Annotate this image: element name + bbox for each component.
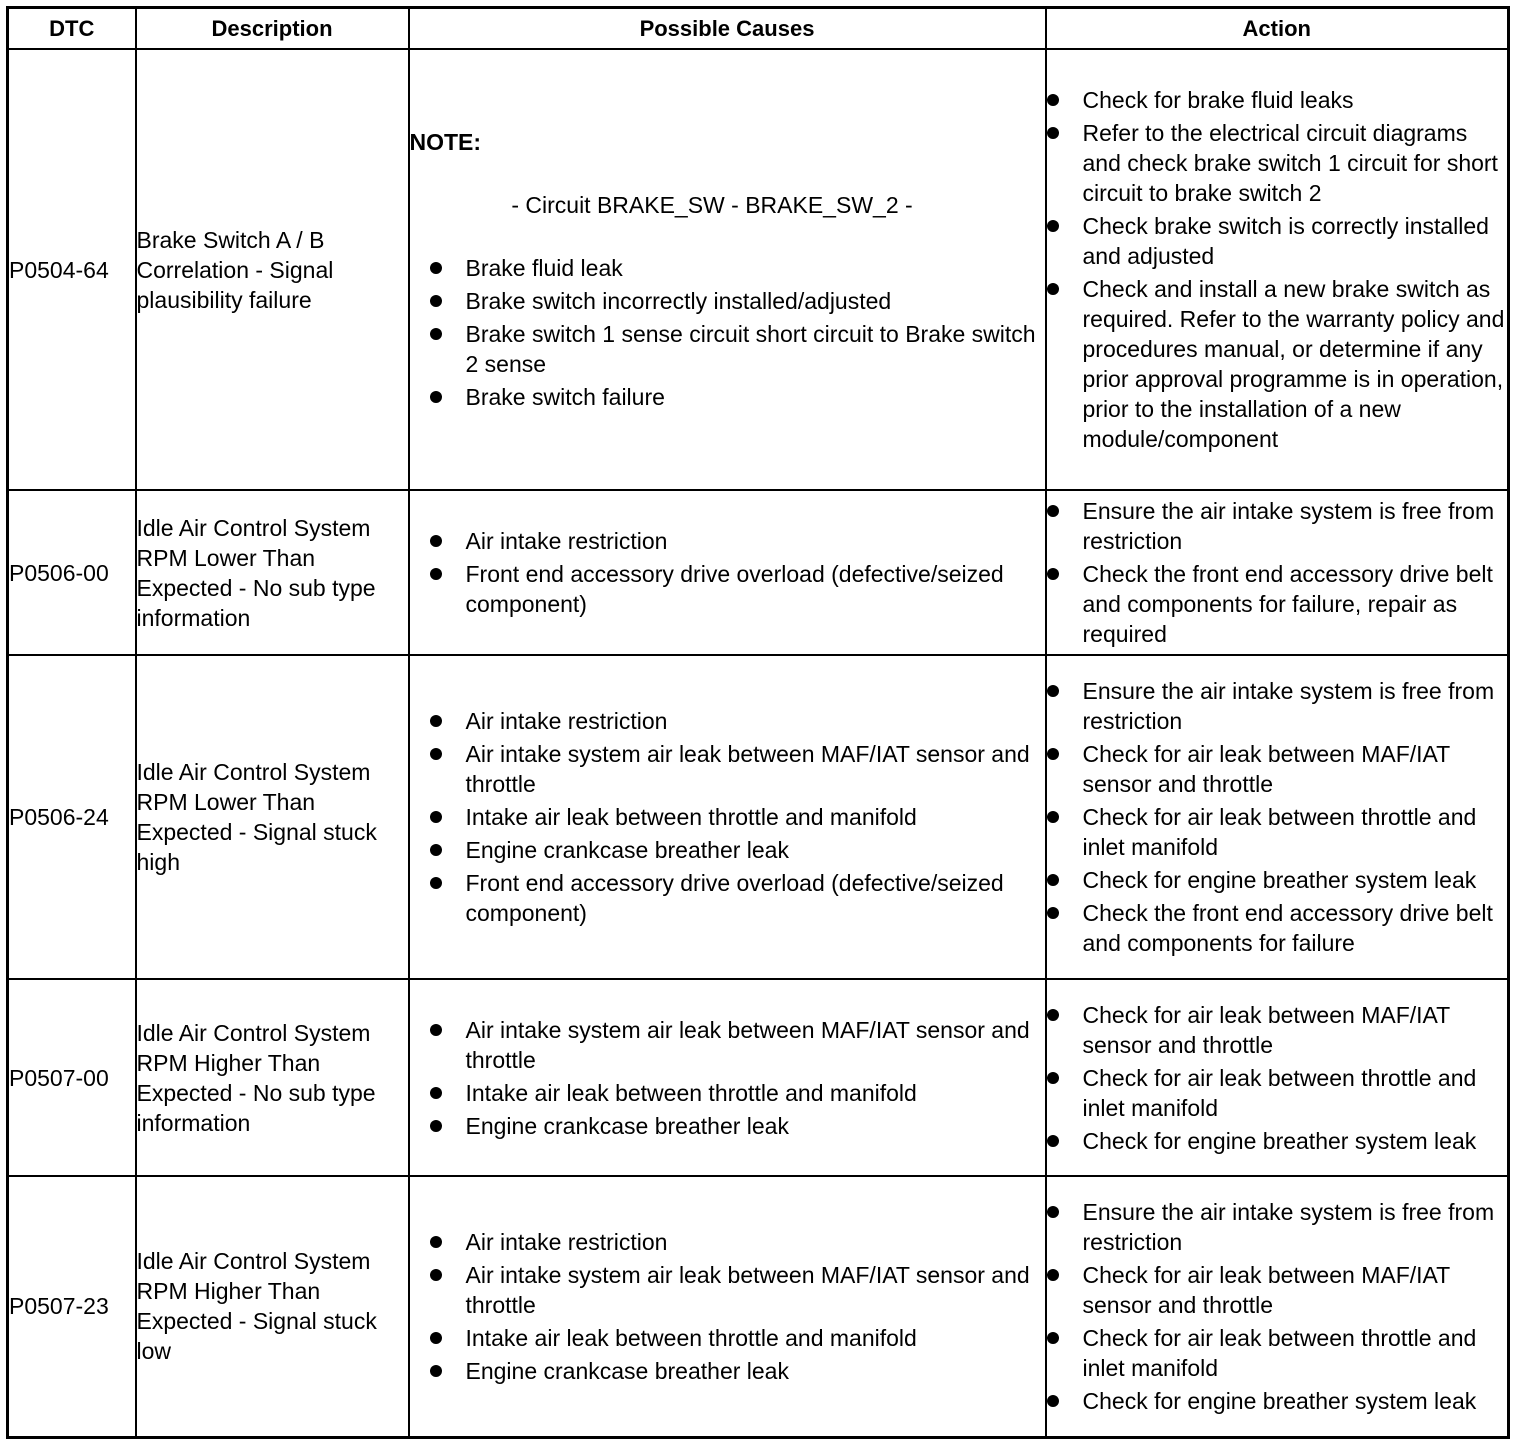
- actions-list: [1047, 1197, 1508, 1416]
- bullet-icon: [430, 715, 442, 727]
- possible-causes: [409, 655, 1046, 979]
- bullet-icon: [1047, 1206, 1059, 1218]
- bullet-icon: [430, 811, 442, 823]
- actions-list: [1047, 676, 1508, 958]
- bullet-icon: [430, 748, 442, 760]
- action-item: Ensure the air intake system is free from restriction: [1047, 496, 1508, 556]
- cause-item: Engine crankcase breather leak: [430, 835, 1045, 865]
- action-item: Ensure the air intake system is free from restriction: [1047, 676, 1508, 736]
- bullet-icon: [1047, 1332, 1059, 1344]
- dtc-table: [6, 6, 1510, 1439]
- bullet-icon: [1047, 1009, 1059, 1021]
- bullet-icon: [430, 1024, 442, 1036]
- actions-list: [1047, 85, 1508, 454]
- dtc-code: P0507-00: [8, 979, 136, 1176]
- cause-item: Engine crankcase breather leak: [430, 1356, 1045, 1386]
- cause-item: Intake air leak between throttle and manifold: [430, 1323, 1045, 1353]
- bullet-icon: [430, 1087, 442, 1099]
- dtc-description: Brake Switch A / B Correlation - Signal plausibility failure: [136, 49, 409, 490]
- action-item: Check for air leak between MAF/IAT sensor and throttle: [1047, 739, 1508, 799]
- bullet-icon: [1047, 1135, 1059, 1147]
- actions-list: [1047, 1000, 1508, 1156]
- bullet-icon: [1047, 568, 1059, 580]
- bullet-icon: [430, 1365, 442, 1377]
- bullet-icon: [1047, 685, 1059, 697]
- header-dtc: DTC: [8, 8, 136, 50]
- bullet-icon: [1047, 1269, 1059, 1281]
- bullet-icon: [1047, 748, 1059, 760]
- cause-item: Brake switch failure: [430, 382, 1045, 412]
- table-row: [8, 1176, 1509, 1437]
- cause-item: Brake switch 1 sense circuit short circuit to Brake switch 2 sense: [430, 319, 1045, 379]
- dtc-code: P0506-00: [8, 490, 136, 655]
- bullet-icon: [1047, 505, 1059, 517]
- table-row: [8, 979, 1509, 1176]
- cause-item: Front end accessory drive overload (defective/seized component): [430, 559, 1045, 619]
- action-item: Check the front end accessory drive belt and components for failure, repair as required: [1047, 559, 1508, 649]
- action-item: Ensure the air intake system is free from restriction: [1047, 1197, 1508, 1257]
- possible-causes: [409, 979, 1046, 1176]
- bullet-icon: [430, 1332, 442, 1344]
- header-action: Action: [1046, 8, 1509, 50]
- bullet-icon: [1047, 127, 1059, 139]
- bullet-icon: [430, 1269, 442, 1281]
- cause-item: Air intake system air leak between MAF/IAT sensor and throttle: [430, 1260, 1045, 1320]
- bullet-icon: [430, 568, 442, 580]
- cause-item: Air intake system air leak between MAF/IAT sensor and throttle: [430, 1015, 1045, 1075]
- dtc-description: Idle Air Control System RPM Higher Than Expected - No sub type information: [136, 979, 409, 1176]
- possible-causes: [409, 490, 1046, 655]
- action-item: Refer to the electrical circuit diagrams and check brake switch 1 circuit for short circuit to brake switch 2: [1047, 118, 1508, 208]
- dtc-code: P0506-24: [8, 655, 136, 979]
- possible-causes: [409, 49, 1046, 490]
- bullet-icon: [1047, 94, 1059, 106]
- cause-item: Intake air leak between throttle and manifold: [430, 1078, 1045, 1108]
- cause-item: Brake fluid leak: [430, 253, 1045, 283]
- bullet-icon: [1047, 907, 1059, 919]
- actions: [1046, 655, 1509, 979]
- bullet-icon: [430, 535, 442, 547]
- action-item: Check for engine breather system leak: [1047, 865, 1508, 895]
- causes-list: [410, 706, 1045, 928]
- note-circuit: - Circuit BRAKE_SW - BRAKE_SW_2 -: [511, 192, 913, 218]
- dtc-description: Idle Air Control System RPM Lower Than Expected - Signal stuck high: [136, 655, 409, 979]
- dtc-code: P0504-64: [8, 49, 136, 490]
- bullet-icon: [1047, 1395, 1059, 1407]
- bullet-icon: [1047, 811, 1059, 823]
- causes-list: [410, 526, 1045, 619]
- cause-item: Brake switch incorrectly installed/adjusted: [430, 286, 1045, 316]
- possible-causes: [409, 1176, 1046, 1437]
- causes-list: [410, 1015, 1045, 1141]
- cause-item: Air intake restriction: [430, 526, 1045, 556]
- dtc-description: Idle Air Control System RPM Higher Than Expected - Signal stuck low: [136, 1176, 409, 1437]
- causes-list: [410, 253, 1045, 412]
- bullet-icon: [430, 328, 442, 340]
- bullet-icon: [430, 391, 442, 403]
- action-item: Check for brake fluid leaks: [1047, 85, 1508, 115]
- header-row: [8, 8, 1509, 50]
- bullet-icon: [1047, 220, 1059, 232]
- actions: [1046, 490, 1509, 655]
- actions-list: [1047, 496, 1508, 649]
- bullet-icon: [430, 1236, 442, 1248]
- action-item: Check for air leak between MAF/IAT sensor and throttle: [1047, 1260, 1508, 1320]
- header-description: Description: [136, 8, 409, 50]
- action-item: Check brake switch is correctly installed and adjusted: [1047, 211, 1508, 271]
- cause-item: Front end accessory drive overload (defective/seized component): [430, 868, 1045, 928]
- action-item: Check for air leak between throttle and inlet manifold: [1047, 1323, 1508, 1383]
- action-item: Check for air leak between MAF/IAT sensor and throttle: [1047, 1000, 1508, 1060]
- table-row: [8, 655, 1509, 979]
- action-item: Check for air leak between throttle and inlet manifold: [1047, 1063, 1508, 1123]
- table-row: [8, 49, 1509, 490]
- action-item: Check and install a new brake switch as required. Refer to the warranty policy and procedures manual, or determine if any prior approval programme is in operation, prior to the installation of a new module/component: [1047, 274, 1508, 454]
- bullet-icon: [430, 844, 442, 856]
- dtc-description: Idle Air Control System RPM Lower Than Expected - No sub type information: [136, 490, 409, 655]
- bullet-icon: [1047, 1072, 1059, 1084]
- bullet-icon: [1047, 874, 1059, 886]
- action-item: Check the front end accessory drive belt and components for failure: [1047, 898, 1508, 958]
- causes-list: [410, 1227, 1045, 1386]
- actions: [1046, 1176, 1509, 1437]
- table-row: [8, 490, 1509, 655]
- cause-item: Air intake system air leak between MAF/IAT sensor and throttle: [430, 739, 1045, 799]
- actions: [1046, 49, 1509, 490]
- actions: [1046, 979, 1509, 1176]
- action-item: Check for engine breather system leak: [1047, 1386, 1508, 1416]
- note-label: NOTE:: [409, 129, 482, 155]
- cause-item: Engine crankcase breather leak: [430, 1111, 1045, 1141]
- bullet-icon: [430, 262, 442, 274]
- cause-item: Air intake restriction: [430, 706, 1045, 736]
- bullet-icon: [1047, 283, 1059, 295]
- bullet-icon: [430, 1120, 442, 1132]
- header-possible-causes: Possible Causes: [409, 8, 1046, 50]
- cause-item: Intake air leak between throttle and manifold: [430, 802, 1045, 832]
- bullet-icon: [430, 877, 442, 889]
- bullet-icon: [430, 295, 442, 307]
- dtc-code: P0507-23: [8, 1176, 136, 1437]
- action-item: Check for air leak between throttle and inlet manifold: [1047, 802, 1508, 862]
- cause-item: Air intake restriction: [430, 1227, 1045, 1257]
- action-item: Check for engine breather system leak: [1047, 1126, 1508, 1156]
